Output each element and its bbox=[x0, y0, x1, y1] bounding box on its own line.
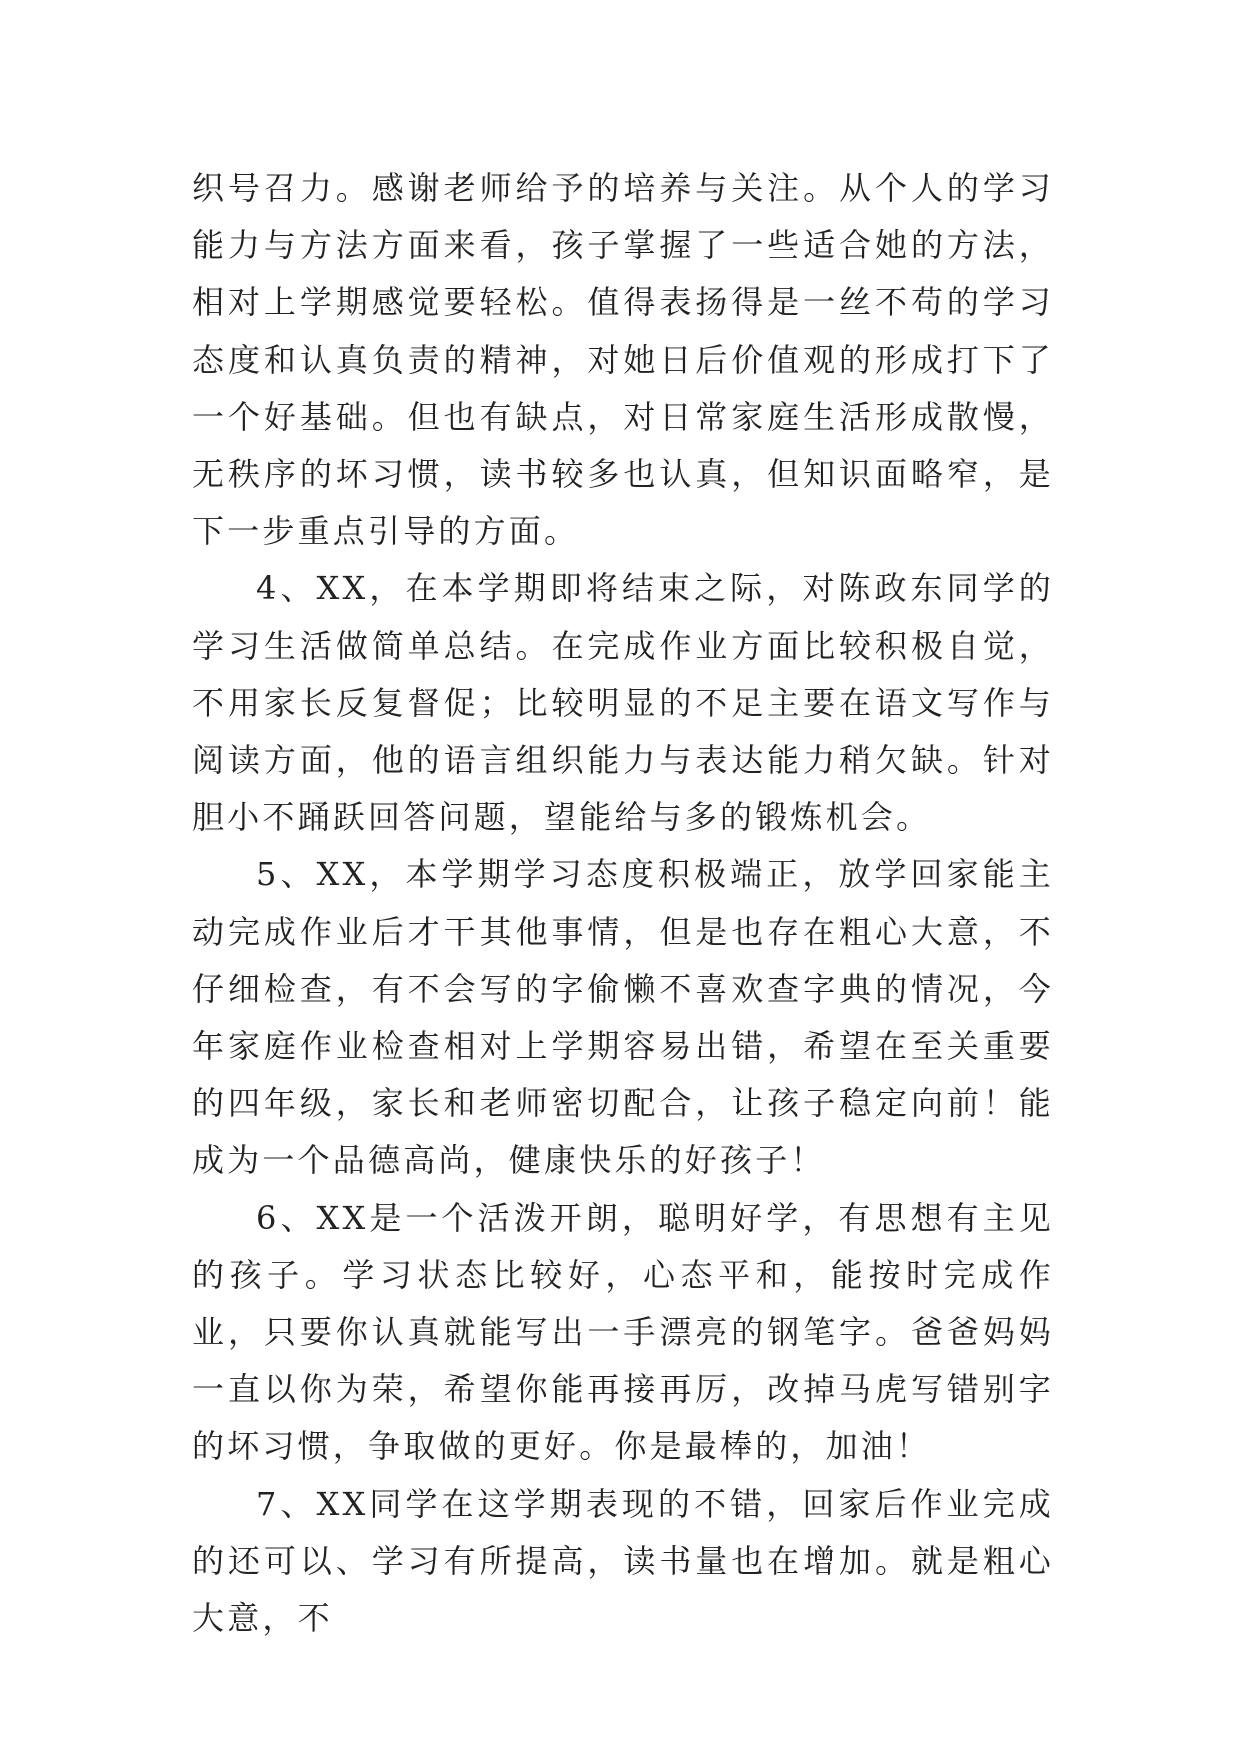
paragraph-item-5: 5、XX，本学期学习态度积极端正，放学回家能主动完成作业后才干其他事情，但是也存在粗心大意，不仔细检查，有不会写的字偷懒不喜欢查字典的情况，今年家庭作业检查相对上学期容易出错，希望在至关重要的四年级，家长和老师密切配合，让孩子稳定向前！能成为一个品德高尚，健康快乐的好孩子！ bbox=[192, 855, 1054, 1180]
paragraph-continuation: 织号召力。感谢老师给予的培养与关注。从个人的学习能力与方法方面来看，孩子掌握了一些适合她的方法，相对上学期感觉要轻松。值得表扬得是一丝不苟的学习态度和认真负责的精神，对她日后价值观的形成打下了一个好基础。但也有缺点，对日常家庭生活形成散慢，无秩序的坏习惯，读书较多也认真，但知识面略窄，是下一步重点引导的方面。 bbox=[192, 169, 1054, 551]
paragraph-item-7: 7、XX同学在这学期表现的不错，回家后作业完成的还可以、学习有所提高，读书量也在增加。就是粗心大意，不 bbox=[192, 1484, 1054, 1638]
paragraph-item-6: 6、XX是一个活泼开朗，聪明好学，有思想有主见的孩子。学习状态比较好，心态平和，能按时完成作业，只要你认真就能写出一手漂亮的钢笔字。爸爸妈妈一直以你为荣，希望你能再接再厉，改掉马虎写错别字的坏习惯，争取做的更好。你是最棒的，加油！ bbox=[192, 1198, 1054, 1466]
document-body bbox=[192, 160, 1054, 1647]
paragraph-item-4: 4、XX，在本学期即将结束之际，对陈政东同学的学习生活做简单总结。在完成作业方面比较积极自觉，不用家长反复督促；比较明显的不足主要在语文写作与阅读方面，他的语言组织能力与表达能力稍欠缺。针对胆小不踊跃回答问题，望能给与多的锻炼机会。 bbox=[192, 569, 1054, 837]
